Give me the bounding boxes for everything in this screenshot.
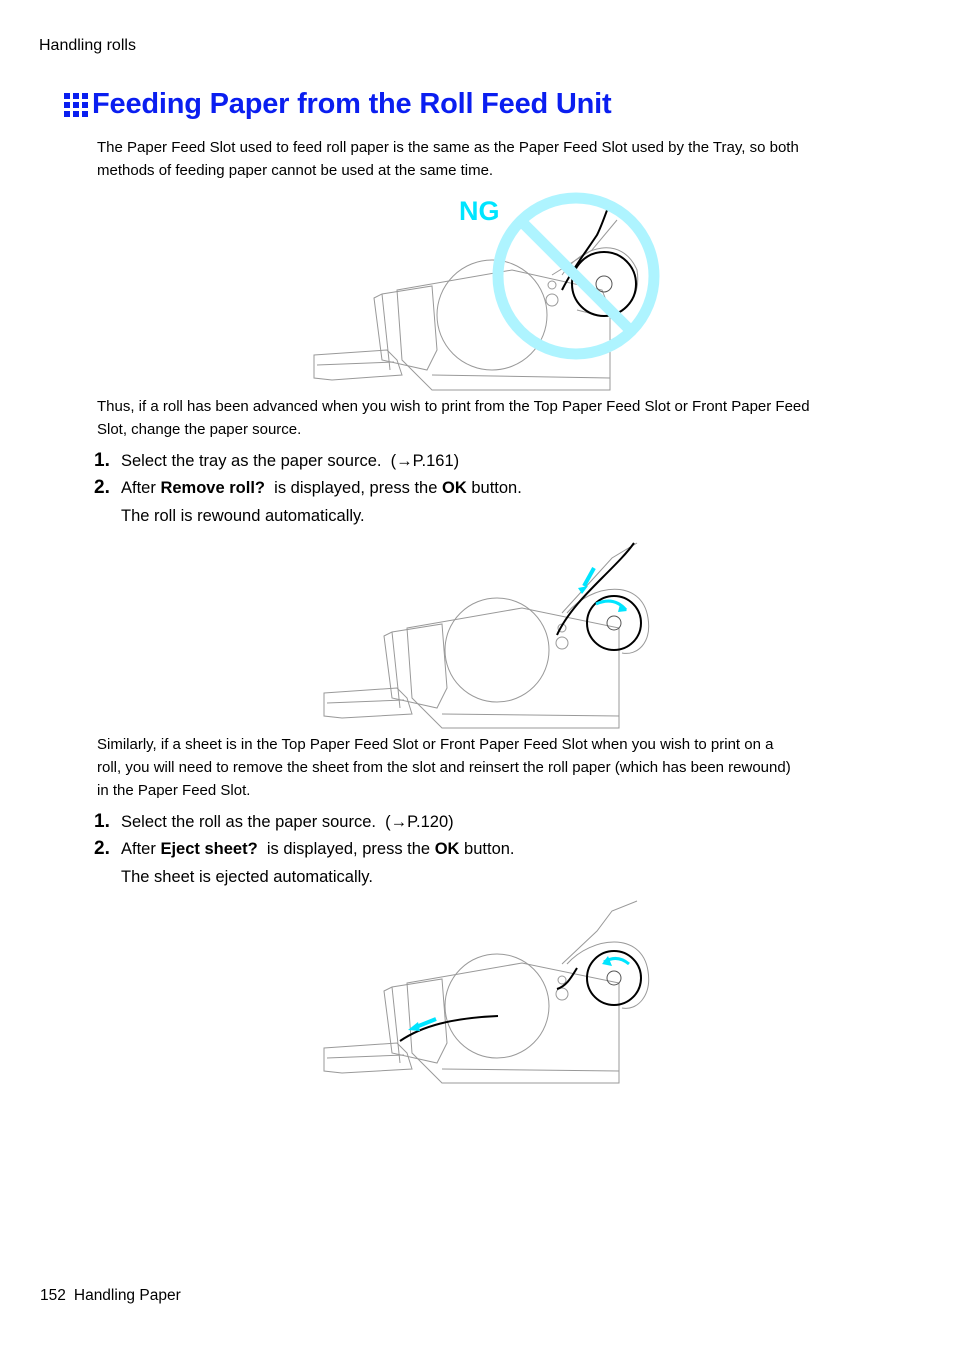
paragraph-line: Slot, change the paper source.	[97, 421, 302, 438]
paragraph-3	[97, 733, 877, 802]
step-text: Select the roll as the paper source.	[121, 813, 376, 831]
paragraph-line: roll, you will need to remove the sheet from the slot and reinsert the roll paper (which has been rewound)	[97, 759, 791, 776]
grid-icon	[64, 93, 88, 117]
figure-ng-illustration	[312, 190, 662, 392]
button-name: OK	[434, 840, 460, 858]
running-header: Handling rolls	[39, 37, 136, 54]
paragraph-line: in the Paper Feed Slot.	[97, 782, 251, 799]
page-reference: (→P.161)	[390, 452, 460, 470]
paragraph-line: Thus, if a roll has been advanced when you wish to print from the Top Paper Feed Slot or Front Paper Feed	[97, 398, 810, 415]
step-text: is displayed, press the	[274, 479, 438, 497]
step-note: The sheet is ejected automatically.	[121, 868, 373, 886]
step-number: 1.	[94, 450, 110, 471]
step-1-roll	[94, 811, 454, 833]
ng-label: NG	[459, 196, 500, 226]
figure-roll-rewind	[322, 538, 652, 730]
page-number: 152	[40, 1287, 66, 1304]
page-footer	[40, 1287, 181, 1305]
step-2-eject-sheet	[94, 838, 515, 860]
step-number: 1.	[94, 811, 110, 832]
footer-section: Handling Paper	[73, 1287, 181, 1304]
section-heading	[64, 88, 612, 121]
step-text: After	[121, 479, 156, 497]
step-text: After	[121, 840, 156, 858]
message-text: Eject sheet?	[160, 840, 258, 858]
step-number: 2.	[94, 477, 110, 498]
button-name: OK	[442, 479, 467, 497]
step-2-remove-roll	[94, 477, 522, 499]
step-text: is displayed, press the	[266, 840, 431, 858]
page-reference: (→P.120)	[385, 813, 454, 831]
step-1-tray	[94, 450, 459, 472]
step-text: Select the tray as the paper source.	[121, 452, 382, 470]
intro-line: The Paper Feed Slot used to feed roll paper is the same as the Paper Feed Slot used by the Tray, so both	[97, 139, 799, 156]
intro-paragraph	[97, 136, 877, 182]
paragraph-2	[97, 395, 877, 441]
figure-sheet-eject	[322, 896, 652, 1086]
step-text: button.	[471, 479, 522, 497]
step-text: button.	[464, 840, 515, 858]
page-title: Feeding Paper from the Roll Feed Unit	[92, 88, 612, 120]
paragraph-line: Similarly, if a sheet is in the Top Paper Feed Slot or Front Paper Feed Slot when you wish to print on a	[97, 736, 774, 753]
message-text: Remove roll?	[160, 479, 265, 497]
step-note: The roll is rewound automatically.	[121, 507, 365, 525]
step-number: 2.	[94, 838, 110, 859]
intro-line: methods of feeding paper cannot be used at the same time.	[97, 162, 494, 179]
